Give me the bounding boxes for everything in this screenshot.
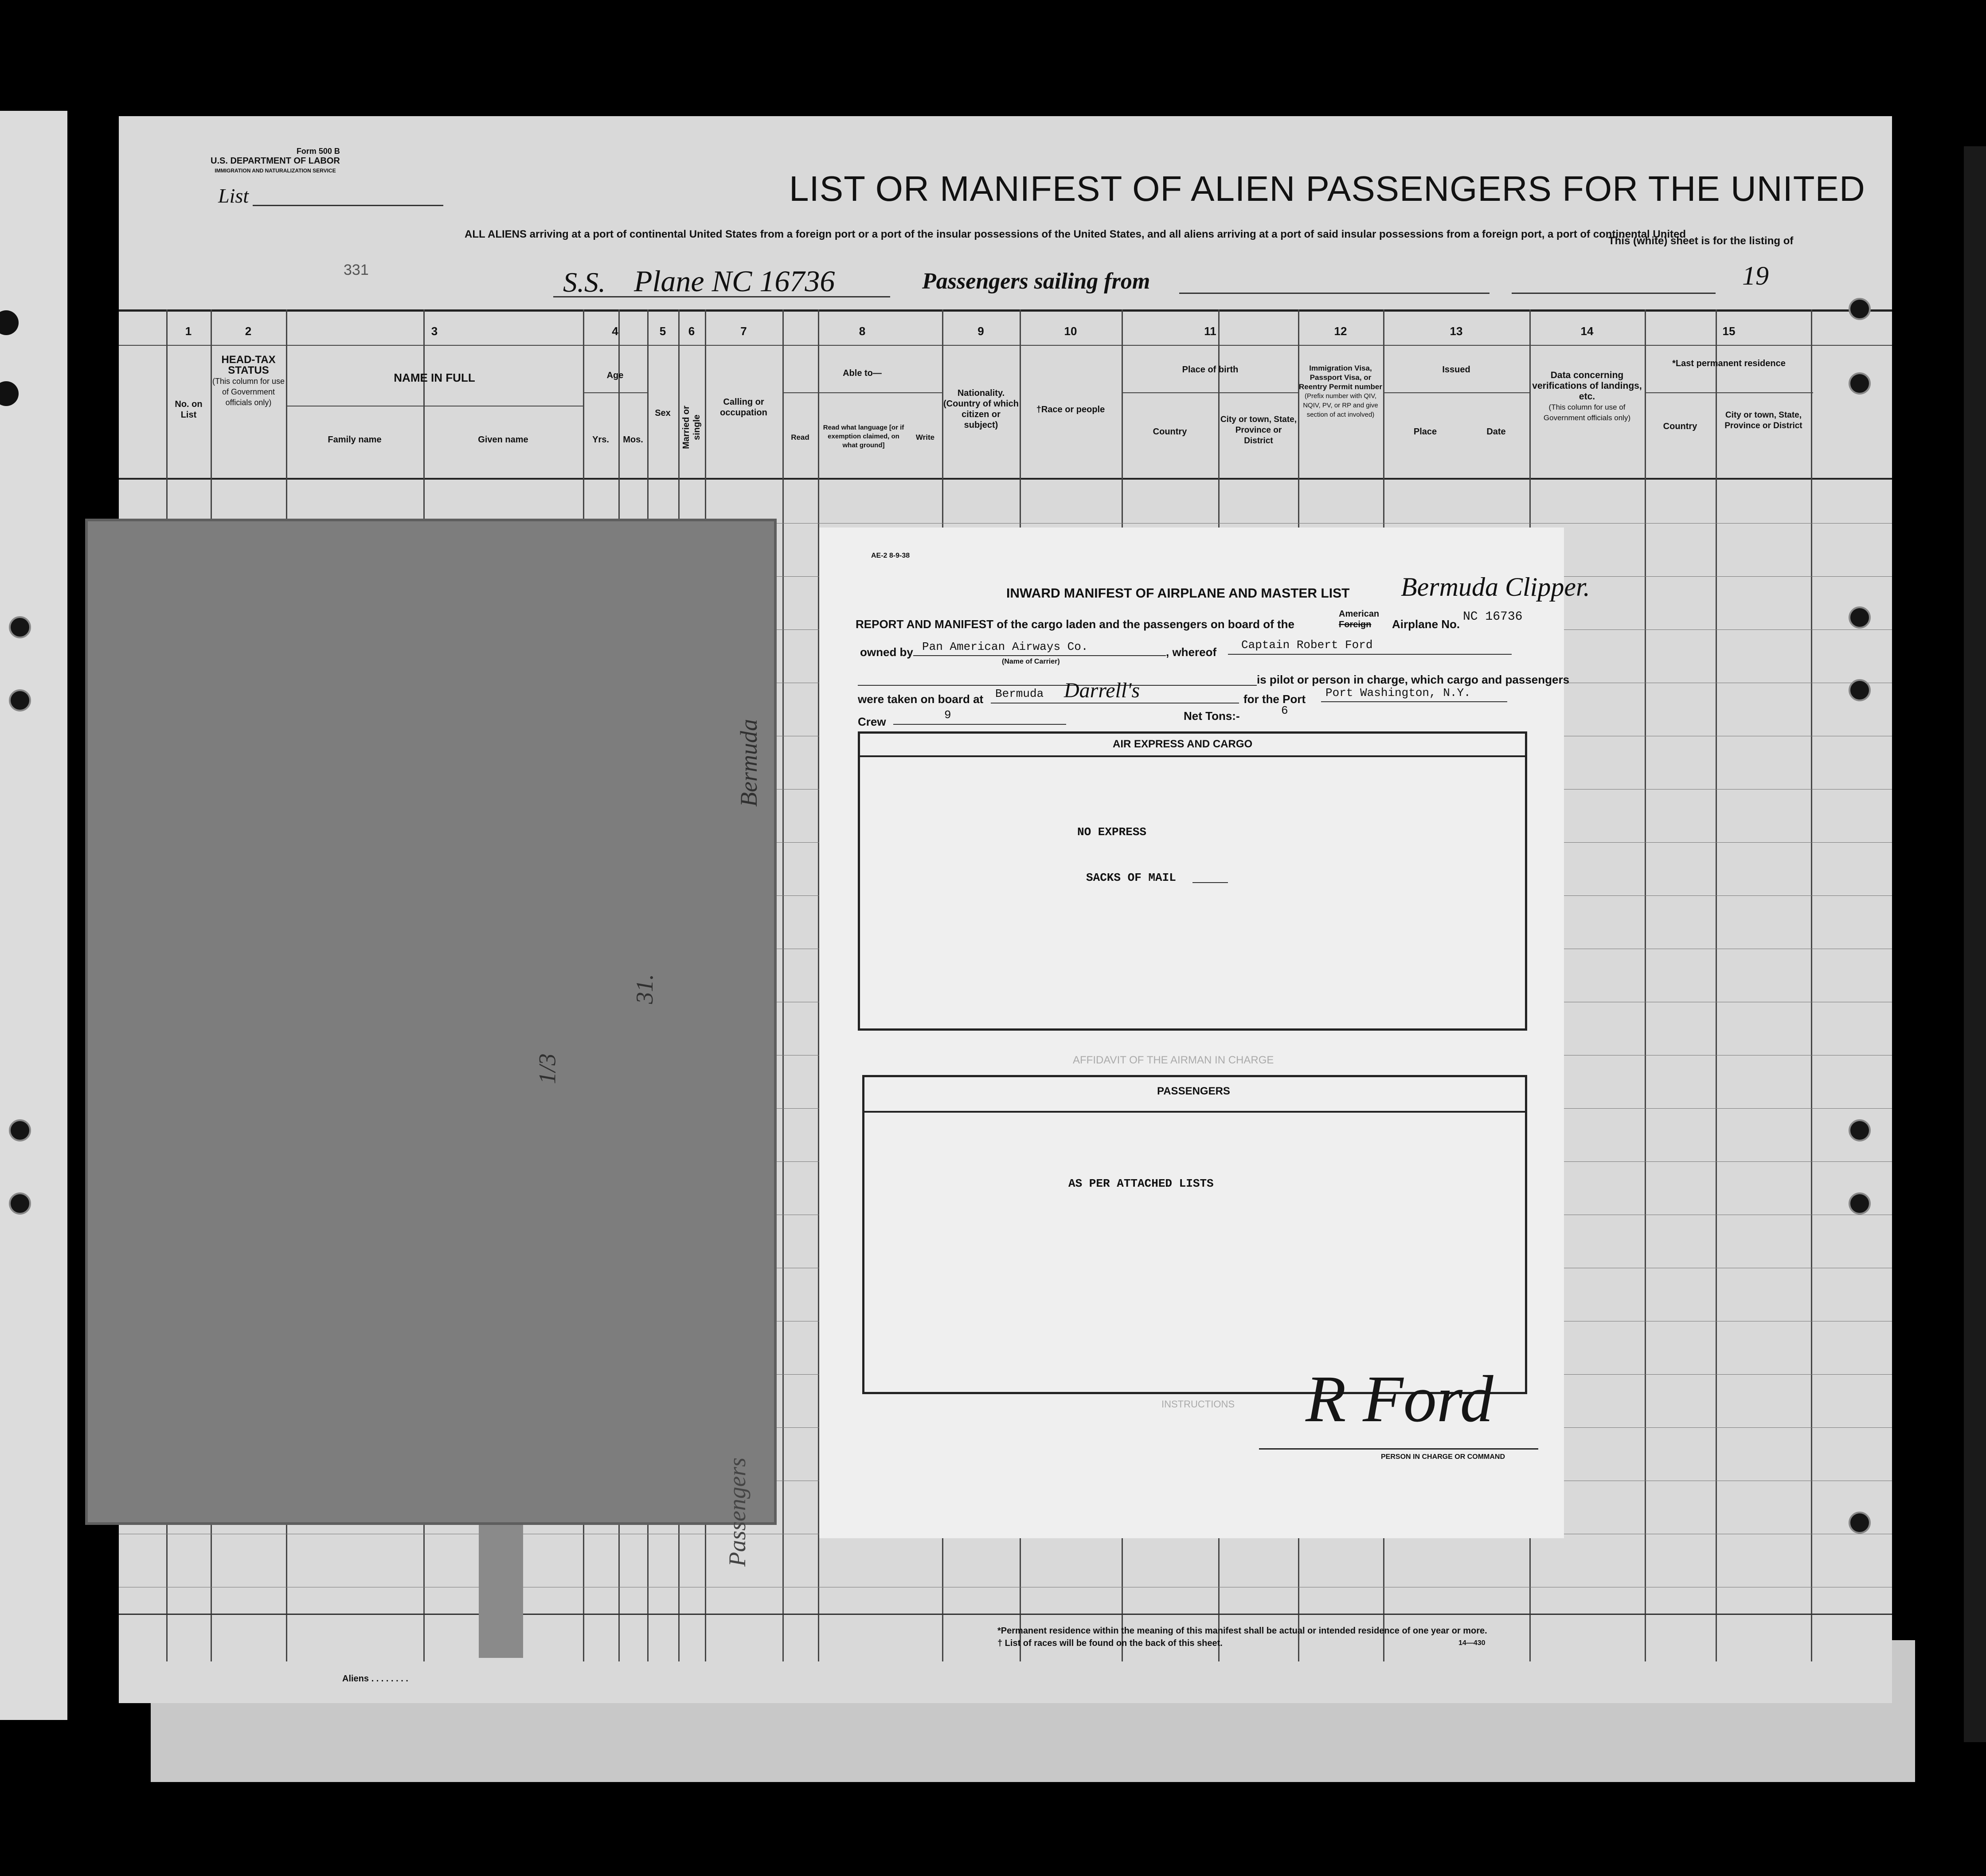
punch-hole [9,689,31,711]
taken-on-board-label: were taken on board at [858,692,984,706]
crew-label: Crew [858,715,886,728]
column-number: 6 [688,324,695,338]
department: U.S. DEPARTMENT OF LABOR [211,156,340,166]
column-header-note: (Prefix number with QIV, NQIV, PV, or RP and give section of act involved) [1303,392,1378,418]
column-header: Age [606,371,624,380]
manifest-title: INWARD MANIFEST OF AIRPLANE AND MASTER LIST [1006,586,1350,601]
whereof-label: , whereof [1166,645,1217,659]
column-rule [782,309,784,1661]
footnote-residence: *Permanent residence within the meaning of this manifest shall be actual or intended residence of one year or more. [997,1626,1487,1636]
blank-line [858,685,1257,686]
owned-by-line [913,655,1166,656]
column-header: Nationality. (Country of which citizen or subject) [943,388,1019,430]
name-of-carrier: (Name of Carrier) [1002,658,1060,665]
adjacent-page-strip-right [1964,146,1986,1742]
table-header-rule [119,478,1892,480]
taken-line [991,703,1239,704]
column-header: No. on List [175,399,203,420]
column-subheader: Country [1153,427,1187,437]
port-line [1179,293,1490,294]
column-header: †Race or people [1036,405,1105,414]
list-label: List [218,184,249,207]
column-header: *Last permanent residence [1672,359,1786,368]
punch-hole [1849,1192,1871,1215]
overlay-scrawl: 31. [631,974,658,1004]
subtitle: ALL ALIENS arriving at a port of continental United States from a foreign port or a port of the insular possessions of the United States, and all aliens arriving at a port of said insular possessions from a foreign port, a port of continental United [465,228,1686,240]
report-line: REPORT AND MANIFEST of the cargo laden and the passengers on board of the [856,618,1295,631]
column-header-label: Data concerning verifications of landings, etc. [1532,370,1642,402]
manifest-form-code: AE-2 8-9-38 [871,552,910,559]
column-subheader: Write [915,433,935,442]
column-header: Issued [1442,365,1470,375]
taken-on-board-value: Bermuda [995,687,1044,700]
taken-hand: Darrell's [1064,679,1140,702]
column-number: 4 [612,324,618,338]
ship-value: Plane NC 16736 [634,264,835,298]
column-number: 8 [859,324,866,338]
punch-hole [1849,606,1871,629]
punch-hole [1849,1512,1871,1534]
column-number: 7 [740,324,747,338]
column-header: Sex [655,408,671,418]
column-header [212,355,285,408]
airplane-label: Airplane No. [1392,618,1460,631]
table-top-rule [119,309,1892,312]
footnote-races: † List of races will be found on the back of this sheet. [997,1638,1223,1648]
punch-hole [9,616,31,638]
column-subheader: Read what language [or if exemption claimed, on what ground] [823,424,904,449]
punch-hole [9,1119,31,1141]
adjacent-page-strip [0,111,67,1720]
column-subheader: Read [791,433,809,442]
form-number: Form 500 B [296,147,340,156]
subheader-rule [1645,392,1813,393]
net-tons-label: Net Tons:- [1184,709,1240,723]
signature: R Ford [1306,1362,1493,1436]
punch-hole [9,1192,31,1215]
column-number: 1 [185,324,192,338]
no-express: NO EXPRESS [1077,825,1147,839]
service: IMMIGRATION AND NATURALIZATION SERVICE [215,168,336,174]
column-header: Place of birth [1182,365,1239,375]
column-subheader: Place [1413,427,1437,437]
nationality-struck: Foreign [1339,620,1372,629]
column-subheader: Country [1663,422,1697,431]
crew-line [893,724,1066,725]
column-subheader: Mos. [623,435,643,445]
reference-number: 331 [344,262,369,278]
pilot-line-text: is pilot or person in charge, which cargo and passengers [1257,673,1570,686]
column-number: 13 [1450,324,1463,338]
column-subheader: Family name [328,435,382,445]
affidavit-faint: AFFIDAVIT OF THE AIRMAN IN CHARGE [1073,1054,1274,1066]
subheader-rule [1122,392,1299,393]
footer-code: 14—430 [1458,1639,1486,1647]
owned-by-label: owned by [860,645,913,659]
list-line [253,205,443,206]
airplane-number: NC 16736 [1463,610,1523,624]
overlay-scrawl: 1/3 [534,1053,561,1084]
column-subheader: City or town, State, Province or District [1724,410,1802,430]
crew-value: 9 [944,708,951,722]
for-port-value: Port Washington, N.Y. [1325,686,1471,700]
aliens-count-label: Aliens . . . . . . . . [342,1674,408,1684]
for-port-label: for the Port [1243,692,1306,706]
punch-hole [1849,1119,1871,1141]
column-number: 9 [977,324,984,338]
column-rule [1811,309,1812,1661]
date-line [1512,293,1716,294]
passengers-box-title: PASSENGERS [1157,1085,1230,1097]
cargo-box [858,731,1527,1031]
overlay-scrawl: Bermuda [735,719,762,807]
subheader-rule [583,392,647,393]
column-header-label: HEAD-TAX STATUS [221,354,276,376]
manifest-clipper-note: Bermuda Clipper. [1401,572,1590,602]
punch-hole [1849,298,1871,320]
column-header-note: (This column for use of Government officials only) [212,377,285,407]
nationality-choice: American [1339,609,1380,619]
column-number-rule [119,345,1892,346]
subheader-rule [1383,392,1529,393]
column-header [1532,370,1642,423]
overlay-scrawl: Passengers [723,1458,751,1567]
column-number: 2 [245,324,252,338]
form-header [211,146,340,176]
column-header: Married or single [681,406,702,449]
owned-by-value: Pan American Airways Co. [922,640,1088,653]
column-header: Able to— [843,368,882,378]
overlay-paper-edge [85,519,777,1525]
as-per-attached-lists: AS PER ATTACHED LISTS [1068,1177,1214,1190]
column-subheader: Yrs. [592,435,609,445]
column-header [1299,363,1382,419]
column-number: 3 [431,324,438,338]
sacks-of-mail: SACKS OF MAIL [1086,871,1176,884]
passengers-box [862,1075,1527,1394]
overlay-tab [479,1525,523,1658]
year-prefix: 19 [1742,261,1769,290]
column-number: 10 [1064,324,1077,338]
cargo-box-title: AIR EXPRESS AND CARGO [1113,738,1253,750]
column-subheader: Given name [478,435,528,445]
column-header: NAME IN FULL [394,371,475,384]
white-sheet-note: This (white) sheet is for the listing of [1608,235,1794,247]
passengers-sailing-from-label: Passengers sailing from [922,269,1150,294]
column-number: 15 [1722,324,1736,338]
instructions-faint: INSTRUCTIONS [1161,1399,1235,1410]
sacks-of-mail-line [1192,882,1228,883]
column-subheader: City or town, State, Province or District [1220,415,1297,446]
page-title: LIST OR MANIFEST OF ALIEN PASSENGERS FOR THE UNITED [789,169,1865,208]
column-header-label: Immigration Visa, Passport Visa, or Reentry Permit number [1299,364,1382,391]
column-number: 5 [659,324,666,338]
column-rule [1716,309,1717,1661]
column-subheader: Date [1486,427,1506,437]
column-header-note: (This column for use of Government officials only) [1543,403,1631,422]
for-port-line [1321,701,1507,702]
pilot-line [1228,654,1512,655]
net-tons-value: 6 [1281,704,1288,717]
ship-label: S.S. [563,266,606,298]
signature-label: PERSON IN CHARGE OR COMMAND [1381,1453,1505,1461]
punch-hole [1849,372,1871,395]
pilot-value: Captain Robert Ford [1241,638,1373,652]
column-header: Calling or occupation [720,397,767,418]
column-number: 11 [1204,324,1216,338]
table-bottom-rule [119,1614,1892,1615]
signature-line [1259,1448,1538,1450]
column-rule [1645,309,1646,1661]
punch-hole [1849,679,1871,701]
column-number: 14 [1580,324,1594,338]
column-number: 12 [1334,324,1347,338]
subheader-rule [782,392,942,393]
